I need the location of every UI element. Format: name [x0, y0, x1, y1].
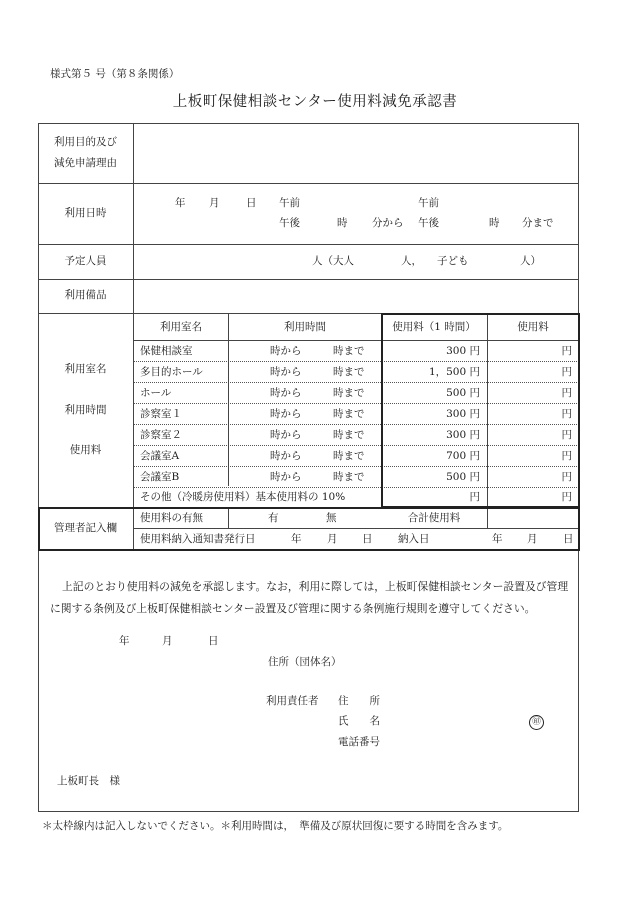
- from-minute-unit: 分から: [372, 217, 404, 229]
- fee-presence-label: 使用料の有無: [140, 512, 203, 524]
- row-divider: [38, 183, 579, 184]
- month-unit: 月: [209, 197, 220, 209]
- use-datetime-label: 利用日時: [64, 207, 107, 219]
- room-row-name: 診察室１: [140, 408, 182, 420]
- adults-unit: 人，: [401, 255, 422, 267]
- issue-day-unit: 日: [362, 533, 373, 545]
- day-unit: 日: [246, 197, 257, 209]
- column-divider: [228, 313, 229, 486]
- room-row-name: ホール: [140, 387, 172, 399]
- fee-yen-unit: 円: [561, 387, 572, 399]
- room-row-name: 保健相談室: [140, 345, 193, 357]
- time-from-unit: 時から: [270, 408, 302, 420]
- room-name-label: 利用室名: [64, 363, 107, 375]
- payment-day-unit: 日: [563, 533, 574, 545]
- approval-statement: 上記のとおり使用料の減免を承認します。なお，利用に際しては，上板町保健相談センター設置及び管理に関する条例及び上板町保健相談センター設置及び管理に関する条例施行規則を遵守してください。: [50, 580, 569, 615]
- hourly-fee-value: 500 円: [446, 387, 480, 399]
- time-to-unit: 時まで: [333, 429, 365, 441]
- children-label: 子ども: [437, 255, 469, 267]
- room-row-name: 会議室B: [140, 471, 180, 483]
- document-title: 上板町保健相談センター使用料減免承認書: [172, 94, 458, 110]
- time-to-unit: 時まで: [333, 345, 365, 357]
- time-to-unit: 時まで: [333, 387, 365, 399]
- fee-no-option: 無: [326, 512, 337, 524]
- room-row-name: 多目的ホール: [140, 366, 203, 378]
- address-org-label: 住所（団体名）: [268, 656, 342, 668]
- time-from-unit: 時から: [270, 450, 302, 462]
- time-to-unit: 時まで: [333, 450, 365, 462]
- start-hour-unit: 時: [337, 217, 348, 229]
- room-row-name: 会議室A: [140, 450, 180, 462]
- start-am: 午前: [279, 197, 300, 209]
- row-divider: [38, 279, 579, 280]
- hourly-fee-value: 300 円: [446, 345, 480, 357]
- payment-month-unit: 月: [527, 533, 538, 545]
- fee-per-hour-column-header: 使用料（1 時間）: [392, 321, 476, 333]
- fee-yen-unit: 円: [561, 366, 572, 378]
- time-from-unit: 時から: [270, 387, 302, 399]
- fee-yen-unit: 円: [561, 471, 572, 483]
- time-from-unit: 時から: [270, 429, 302, 441]
- responsible-person-label: 利用責任者: [266, 695, 319, 707]
- end-am: 午前: [418, 197, 439, 209]
- children-unit: 人）: [520, 255, 541, 267]
- time-from-unit: 時から: [270, 366, 302, 378]
- issue-year-unit: 年: [291, 533, 302, 545]
- equipment-label: 利用備品: [64, 289, 107, 301]
- responsible-name-label: 氏 名: [338, 715, 380, 727]
- time-to-unit: 時まで: [333, 408, 365, 420]
- manager-section-label: 管理者記入欄: [54, 522, 117, 534]
- other-fee-yen-unit: 円: [561, 491, 572, 503]
- fee-yen-unit: 円: [561, 345, 572, 357]
- seal-mark: ㊞: [529, 715, 544, 730]
- to-minute-unit: 分まで: [522, 217, 554, 229]
- approval-year-unit: 年: [119, 635, 130, 647]
- fee-thick-box: [381, 313, 580, 508]
- approval-day-unit: 日: [208, 635, 219, 647]
- addressee: 上板町長 様: [57, 775, 120, 787]
- fee-yen-unit: 円: [561, 408, 572, 420]
- payment-year-unit: 年: [492, 533, 503, 545]
- hourly-fee-value: 700 円: [446, 450, 480, 462]
- responsible-address-label: 住 所: [338, 695, 380, 707]
- end-hour-unit: 時: [489, 217, 500, 229]
- fee-yes-option: 有: [268, 512, 279, 524]
- people-prefix: 人（大人: [312, 255, 354, 267]
- hourly-fee-value: 300 円: [446, 429, 480, 441]
- time-to-unit: 時まで: [333, 471, 365, 483]
- label-column-divider: [133, 123, 134, 550]
- row-divider: [38, 244, 579, 245]
- year-unit: 年: [175, 197, 186, 209]
- approval-month-unit: 月: [162, 635, 173, 647]
- time-column-header: 利用時間: [284, 321, 326, 333]
- time-to-unit: 時まで: [333, 366, 365, 378]
- form-number: 様式第５ 号（第８条関係）: [50, 68, 180, 80]
- hourly-fee-value: 1，500 円: [428, 366, 480, 378]
- total-fee-label: 合計使用料: [407, 512, 461, 524]
- time-from-unit: 時から: [270, 345, 302, 357]
- room-column-header: 利用室名: [160, 321, 202, 333]
- usage-fee-label: 使用料: [69, 444, 102, 456]
- planned-people-label: 予定人員: [64, 255, 107, 267]
- payment-date-label: 納入日: [398, 533, 430, 545]
- fee-yen-unit: 円: [561, 450, 572, 462]
- hourly-fee-value: 300 円: [446, 408, 480, 420]
- fee-column-header: 使用料: [517, 321, 549, 333]
- time-from-unit: 時から: [270, 471, 302, 483]
- use-time-label: 利用時間: [64, 404, 107, 416]
- hourly-fee-value: 500 円: [446, 471, 480, 483]
- start-pm: 午後: [279, 217, 300, 229]
- end-pm: 午後: [418, 217, 439, 229]
- phone-label: 電話番号: [338, 736, 380, 748]
- purpose-label-1: 利用目的及び: [54, 136, 117, 148]
- other-hourly-yen-unit: 円: [469, 491, 480, 503]
- fee-yen-unit: 円: [561, 429, 572, 441]
- issue-month-unit: 月: [327, 533, 338, 545]
- purpose-label-2: 減免申請理由: [54, 157, 117, 169]
- notice-issue-date-label: 使用料納入通知書発行日: [140, 533, 256, 545]
- room-row-name: 診察室２: [140, 429, 182, 441]
- footnote: ＊太枠線内は記入しないでください。＊利用時間は， 準備及び原状回復に要する時間を含みます。: [42, 820, 509, 832]
- other-fee-row: その他（冷暖房使用料）基本使用料の 10%: [140, 491, 346, 503]
